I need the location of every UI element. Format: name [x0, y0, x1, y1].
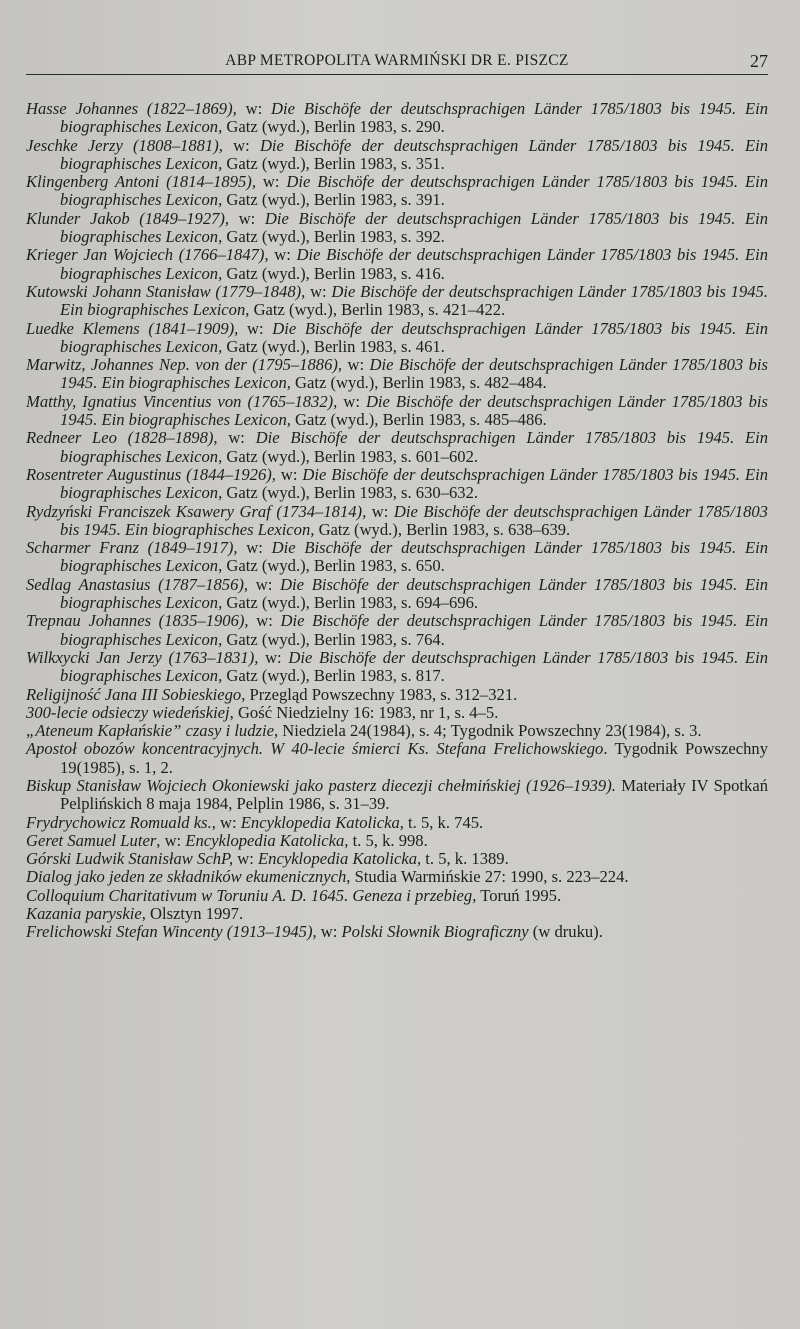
entry-source-title: Die Bischöfe der deutschsprachigen Länder 1785/1803 bis 1945. Ein biographisches Lexicon, — [60, 99, 769, 137]
entry-source-title: Die Bischöfe der deutschsprachigen Länder 1785/1803 bis 1945. Ein biographisches Lexicon, — [60, 281, 768, 320]
bibliography-entry — [26, 923, 768, 941]
entry-title: Religijność Jana III Sobieskiego — [26, 684, 242, 704]
page-number: 27 — [750, 51, 768, 71]
entry-source-title: Die Bischöfe der deutschsprachigen Länder 1785/1803 bis 1945. Ein biographisches Lexicon, — [60, 391, 768, 430]
entry-title: Rosentreter Augustinus (1844–1926), — [26, 464, 276, 484]
entry-title: Kazania paryskie — [26, 904, 142, 924]
entry-source-title: Encyklopedia Katolicka, — [185, 830, 349, 850]
entry-text: w: — [238, 318, 273, 338]
entry-text: w: — [229, 208, 265, 228]
entry-details: t. 5, k. 998. — [348, 830, 428, 850]
entry-source-title: Die Bischöfe der deutschsprachigen Länder 1785/1803 bis 1945. Ein biographisches Lexicon, — [60, 428, 769, 466]
entry-title: Krieger Jan Wojciech (1766–1847), — [26, 245, 269, 265]
entry-title: Luedke Klemens (1841–1909), — [26, 318, 239, 338]
entry-title: Frydrychowicz Romuald ks. — [26, 812, 212, 832]
bibliography-entry — [26, 686, 768, 704]
bibliography-entry — [26, 814, 768, 832]
entry-title: Trepnau Johannes (1835–1906), — [26, 611, 249, 631]
entry-source-title: Die Bischöfe der deutschsprachigen Länder 1785/1803 bis 1945. Ein biographisches Lexicon, — [60, 611, 768, 649]
bibliography-entry — [26, 850, 768, 868]
entry-text: w: — [236, 99, 272, 118]
page-header — [26, 50, 768, 75]
entry-title: Redneer Leo (1828–1898), — [26, 428, 218, 448]
entry-text: , Przegląd Powszechny 1983, s. 312–321. — [241, 684, 518, 704]
entry-text: Materiały IV Spotkań Pelplińskich 8 maja 1984, Pelplin 1986, s. 31–39. — [60, 775, 768, 814]
entry-text: w: — [316, 922, 342, 942]
entry-title: Marwitz, Johannes Nep. von der (1795–1886), — [26, 355, 343, 375]
entry-text: . Tygodnik Powszechny 19(1985), s. 1, 2. — [60, 739, 768, 777]
entry-text: , Toruń 1995. — [472, 885, 562, 905]
entry-text: w: — [248, 611, 281, 631]
entry-title: Geret Samuel Luter — [26, 830, 157, 850]
entry-details: Gatz (wyd.), Berlin 1983, s. 485–486. — [290, 410, 547, 430]
bibliography-entry — [26, 649, 768, 686]
entry-title: Frelichowski Stefan Wincenty (1913–1945), — [26, 922, 317, 942]
entry-details: Gatz (wyd.), Berlin 1983, s. 391. — [222, 190, 445, 210]
entry-source-title: Polski Słownik Biograficzny — [341, 922, 529, 942]
bibliography-entry — [26, 777, 768, 814]
entry-source-title: Encyklopedia Katolicka, — [258, 849, 422, 869]
entry-text: w: — [255, 172, 287, 192]
entry-details: Gatz (wyd.), Berlin 1983, s. 392. — [222, 227, 445, 247]
entry-details: Gatz (wyd.), Berlin 1983, s. 650. — [222, 556, 445, 576]
entry-text: w: — [342, 355, 370, 375]
bibliography-entry — [26, 246, 768, 283]
entry-title: Matthy, Ignatius Vincentius von (1765–1832), — [26, 391, 338, 411]
entry-details: Gatz (wyd.), Berlin 1983, s. 351. — [222, 153, 445, 173]
bibliography-entry — [26, 539, 768, 576]
bibliography-entry — [26, 100, 768, 137]
entry-details: t. 5, k. 745. — [403, 812, 484, 832]
bibliography-entry — [26, 612, 768, 649]
bibliography-entry — [26, 576, 768, 613]
entry-details: Gatz (wyd.), Berlin 1983, s. 416. — [222, 263, 445, 283]
entry-text: w: — [305, 281, 332, 301]
bibliography-entry — [26, 173, 768, 210]
entry-source-title: Die Bischöfe der deutschsprachigen Länder 1785/1803 bis 1945. Ein biographisches Lexicon, — [60, 464, 768, 503]
entry-details: Gatz (wyd.), Berlin 1983, s. 421–422. — [249, 300, 506, 320]
entry-title: Górski Ludwik Stanisław SchP, — [26, 849, 234, 869]
entry-text: , Niedziela 24(1984), s. 4; Tygodnik Powszechny 23(1984), s. 3. — [273, 721, 702, 741]
entry-source-title: Die Bischöfe der deutschsprachigen Länder 1785/1803 bis 1945. Ein biographisches Lexicon, — [60, 172, 768, 210]
bibliography-entry — [26, 868, 768, 886]
entry-title: Klunder Jakob (1849–1927), — [26, 208, 230, 228]
bibliography-entry — [26, 356, 768, 393]
entry-text: w: — [275, 464, 303, 484]
bibliography-entry — [26, 466, 768, 503]
entry-details: (w druku). — [528, 922, 603, 942]
bibliography-entry — [26, 393, 768, 430]
bibliography-entry — [26, 503, 768, 540]
entry-source-title: Die Bischöfe der deutschsprachigen Länder 1785/1803 bis 1945. Ein biographisches Lexicon, — [60, 208, 768, 247]
entry-source-title: Die Bischöfe der deutschsprachigen Länder 1785/1803 bis 1945. Ein biographisches Lexicon, — [60, 538, 768, 576]
bibliography-entry — [26, 429, 768, 466]
entry-text: w: — [233, 849, 259, 869]
entry-source-title: Die Bischöfe der deutschsprachigen Länder 1785/1803 bis 1945. Ein biographisches Lexicon, — [60, 574, 768, 613]
entry-text: w: — [217, 428, 256, 448]
entry-text: w: — [248, 574, 281, 594]
entry-title: Apostoł obozów koncentracyjnych. W 40-lecie śmierci Ks. Stefana Frelichowskiego — [26, 739, 604, 759]
bibliography-entry — [26, 722, 768, 740]
entry-text: w: — [366, 501, 394, 521]
bibliography-entry — [26, 320, 768, 357]
entry-title: Jeschke Jerzy (1808–1881), — [26, 135, 223, 155]
entry-source-title: Die Bischöfe der deutschsprachigen Länder 1785/1803 bis 1945. Ein biographisches Lexicon, — [60, 355, 768, 393]
bibliography-list — [26, 100, 768, 942]
entry-title: Hasse Johannes (1822–1869), — [26, 99, 237, 118]
entry-details: Gatz (wyd.), Berlin 1983, s. 461. — [222, 336, 445, 356]
entry-details: Gatz (wyd.), Berlin 1983, s. 630–632. — [222, 483, 479, 503]
bibliography-entry — [26, 704, 768, 722]
entry-details: Gatz (wyd.), Berlin 1983, s. 638–639. — [314, 519, 571, 539]
entry-title: „Ateneum Kapłańskie” czasy i ludzie — [26, 721, 274, 741]
entry-details: Gatz (wyd.), Berlin 1983, s. 694–696. — [222, 593, 479, 613]
entry-details: Gatz (wyd.), Berlin 1983, s. 482–484. — [290, 373, 547, 393]
entry-title: Colloquium Charitativum w Toruniu A. D. 1645. Geneza i przebieg — [26, 885, 473, 905]
entry-text: w: — [222, 135, 260, 155]
entry-title: Biskup Stanisław Wojciech Okoniewski jako pasterz diecezji chełmińskiej (1926–1939). — [26, 775, 616, 795]
entry-details: Gatz (wyd.), Berlin 1983, s. 290. — [222, 117, 445, 137]
entry-title: Rydzyński Franciszek Ksawery Graf (1734–1814), — [26, 501, 367, 521]
entry-details: Gatz (wyd.), Berlin 1983, s. 817. — [222, 666, 445, 686]
bibliography-entry — [26, 740, 768, 777]
entry-text: , Studia Warmińskie 27: 1990, s. 223–224. — [346, 867, 629, 887]
entry-text: w: — [337, 391, 366, 411]
entry-title: Klingenberg Antoni (1814–1895), — [26, 172, 256, 192]
bibliography-entry — [26, 137, 768, 174]
entry-details: t. 5, k. 1389. — [421, 849, 509, 869]
entry-text: w: — [258, 647, 289, 667]
entry-source-title: Die Bischöfe der deutschsprachigen Länder 1785/1803 bis 1945. Ein biographisches Lexicon, — [60, 245, 768, 283]
entry-text: , Gość Niedzielny 16: 1983, nr 1, s. 4–5. — [229, 702, 499, 722]
entry-source-title: Die Bischöfe der deutschsprachigen Länder 1785/1803 bis 1945. Ein biographisches Lexicon, — [60, 647, 768, 686]
entry-source-title: Encyklopedia Katolicka, — [240, 812, 404, 832]
entry-title: Wilkxycki Jan Jerzy (1763–1831), — [26, 647, 259, 667]
entry-details: Gatz (wyd.), Berlin 1983, s. 764. — [222, 629, 445, 649]
bibliography-entry — [26, 887, 768, 905]
bibliography-entry — [26, 832, 768, 850]
entry-title: Kutowski Johann Stanisław (1779–1848), — [26, 281, 306, 301]
running-head: ABP METROPOLITA WARMIŃSKI DR E. PISZCZ — [225, 52, 569, 69]
entry-text: w: — [268, 245, 297, 265]
entry-title: Sedlag Anastasius (1787–1856), — [26, 574, 249, 594]
entry-text: , w: — [156, 830, 186, 850]
entry-title: 300-lecie odsieczy wiedeńskiej — [26, 702, 230, 722]
bibliography-entry — [26, 210, 768, 247]
entry-title: Dialog jako jeden ze składników ekumenicznych — [26, 867, 347, 887]
entry-source-title: Die Bischöfe der deutschsprachigen Länder 1785/1803 bis 1945. Ein biographisches Lexicon, — [60, 501, 768, 539]
entry-source-title: Die Bischöfe der deutschsprachigen Länder 1785/1803 bis 1945. Ein biographisches Lexicon, — [60, 135, 768, 173]
entry-details: Gatz (wyd.), Berlin 1983, s. 601–602. — [222, 446, 479, 466]
entry-text: , Olsztyn 1997. — [141, 904, 244, 924]
entry-text: w: — [237, 538, 272, 558]
entry-source-title: Die Bischöfe der deutschsprachigen Länder 1785/1803 bis 1945. Ein biographisches Lexicon, — [60, 318, 768, 356]
entry-title: Scharmer Franz (1849–1917), — [26, 538, 238, 558]
bibliography-entry — [26, 283, 768, 320]
bibliography-entry — [26, 905, 768, 923]
entry-text: , w: — [211, 812, 241, 832]
